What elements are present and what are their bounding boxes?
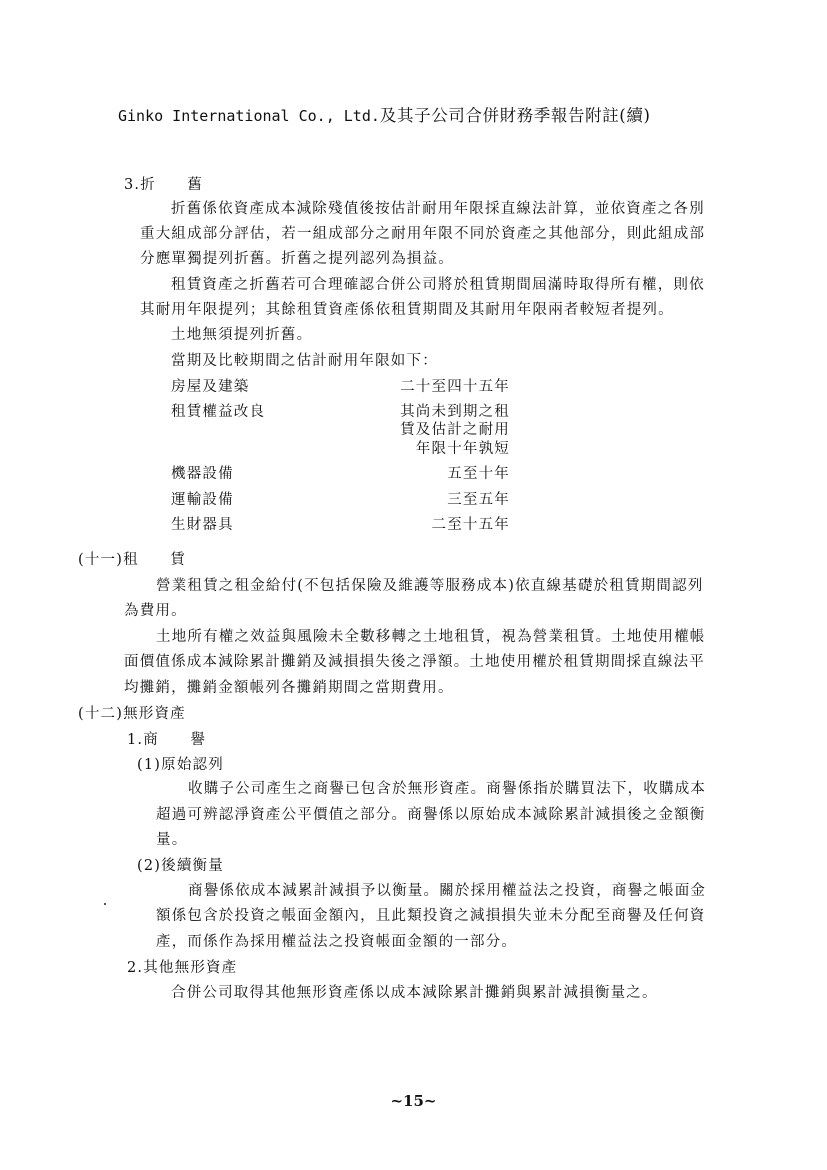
paragraph-line: 量。: [156, 832, 188, 848]
paragraph-line: 其耐用年限提列；其餘租賃資產係依租賃期間及其耐用年限兩者較短者提列。: [140, 302, 674, 318]
paragraph-line: 土地無須提列折舊。: [171, 327, 313, 343]
asset-life: 五至十年: [447, 466, 510, 482]
initial-recognition-heading: (1)原始認列: [137, 757, 224, 773]
page-number: ~15~: [390, 1092, 437, 1110]
asset-item: 租賃權益改良: [171, 404, 266, 420]
paragraph-line: 超過可辨認淨資產公平價值之部分。商譽係以原始成本減除累計減損後之金額衡: [156, 807, 706, 823]
paragraph-line: 產，而係作為採用權益法之投資帳面金額的一部分。: [156, 934, 518, 950]
paragraph-line: 營業租賃之租金給付(不包括保險及維護等服務成本)依直線基礎於租賃期間認列: [156, 578, 704, 594]
paragraph-line: 折舊係依資產成本減除殘值後按估計耐用年限採直線法計算，並依資產之各別: [171, 201, 705, 217]
asset-item: 機器設備: [171, 466, 234, 482]
page-header: [118, 102, 650, 126]
asset-life: 其尚未到期之租: [400, 404, 510, 420]
asset-item: 生財器具: [171, 517, 234, 533]
goodwill-heading: 1.商 譽: [127, 732, 207, 748]
paragraph-line: 額係包含於投資之帳面金額內，且此類投資之減損損失並未分配至商譽及任何資: [156, 908, 706, 924]
asset-life: 三至五年: [447, 492, 510, 508]
subsequent-measurement-heading: (2)後續衡量: [137, 858, 224, 874]
paragraph-line: 分應單獨提列折舊。折舊之提列認列為損益。: [140, 251, 454, 267]
other-intangible-heading: 2.其他無形資產: [127, 960, 238, 976]
header-company: Ginko International Co., Ltd.: [118, 107, 380, 125]
asset-life: 賃及估計之耐用: [400, 422, 510, 438]
intangible-heading: (十二)無形資產: [78, 706, 186, 722]
paragraph-line: 收購子公司產生之商譽已包含於無形資產。商譽係指於購買法下，收購成本: [188, 781, 707, 797]
paragraph-line: 租賃資產之折舊若可合理確認合併公司將於租賃期間屆滿時取得所有權，則依: [171, 277, 705, 293]
paragraph-line: 為費用。: [124, 603, 187, 619]
paragraph-line: 土地所有權之效益與風險未全數移轉之土地租賃，視為營業租賃。土地使用權帳: [156, 629, 706, 645]
paragraph-line: 商譽係依成本減累計減損予以衡量。關於採用權益法之投資，商譽之帳面金: [188, 883, 707, 899]
scan-speck: [104, 903, 106, 905]
asset-life: 二至十五年: [431, 517, 510, 533]
asset-life: 二十至四十五年: [400, 379, 510, 395]
paragraph-line: 合併公司取得其他無形資產係以成本減除累計攤銷與累計減損衡量之。: [171, 985, 658, 1001]
paragraph-line: 均攤銷，攤銷金額帳列各攤銷期間之當期費用。: [124, 680, 454, 696]
paragraph-line: 當期及比較期間之估計耐用年限如下：: [171, 353, 438, 369]
lease-heading: (十一)租 賃: [78, 552, 186, 568]
asset-item: 房屋及建築: [171, 379, 250, 395]
asset-item: 運輸設備: [171, 492, 234, 508]
depreciation-heading: 3.折 舊: [124, 177, 204, 193]
header-suffix: 及其子公司合併財務季報告附註(續): [379, 106, 651, 125]
paragraph-line: 重大組成部分評估，若一組成部分之耐用年限不同於資產之其他部分，則此組成部: [140, 226, 706, 242]
paragraph-line: 面價值係成本減除累計攤銷及減損損失後之淨額。土地使用權於租賃期間採直線法平: [124, 654, 705, 670]
asset-life: 年限十年孰短: [415, 441, 510, 457]
